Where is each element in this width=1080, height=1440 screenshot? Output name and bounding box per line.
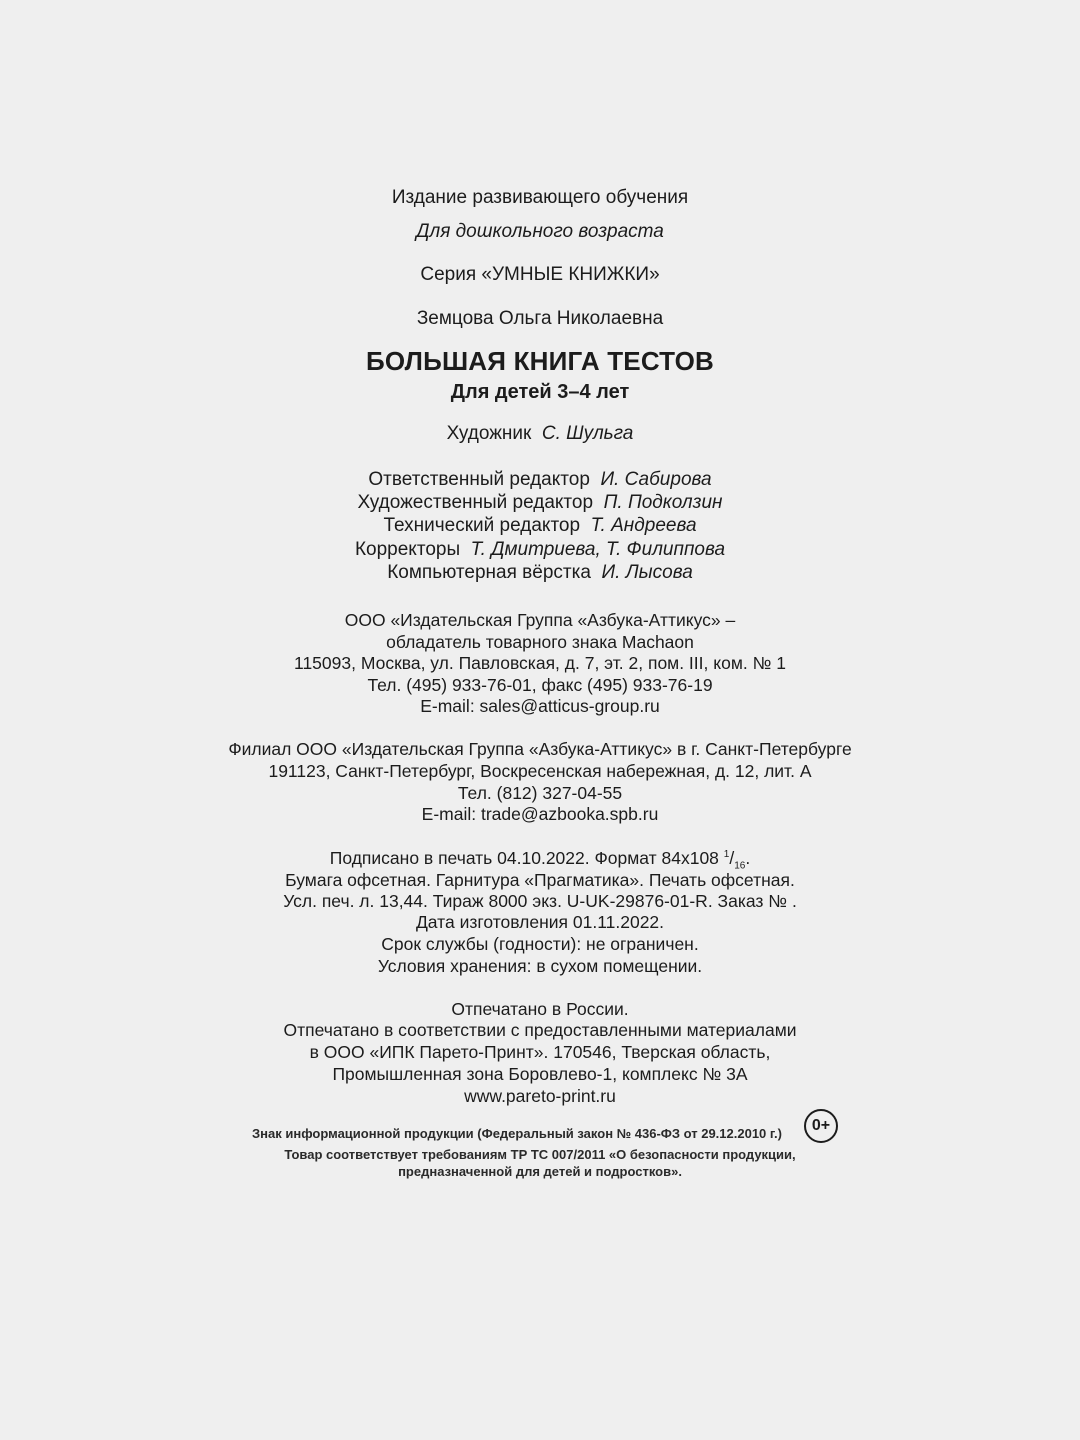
edition-type: Издание развивающего обучения	[391, 187, 689, 208]
print-info-line: Дата изготовления 01.11.2022.	[415, 912, 665, 932]
branch-address: 191123, Санкт-Петербург, Воскресенская набережная, д. 12, лит. А	[268, 761, 812, 781]
illustrator-name: С. Шульга	[541, 423, 634, 444]
publisher-line: ООО «Издательская Группа «Азбука-Аттикус» –	[344, 610, 736, 630]
info-sign-text: Знак информационной продукции (Федеральный закон № 436-ФЗ от 29.12.2010 г.)	[252, 1126, 782, 1141]
credit-role: Технический редактор	[383, 515, 581, 536]
printed-line: Отпечатано в соответствии с предоставленными материалами	[283, 1020, 797, 1040]
print-info-line: Бумага офсетная. Гарнитура «Прагматика». Печать офсетная.	[285, 870, 795, 890]
credit-line	[0, 492, 1080, 514]
format-sup: 1	[723, 849, 730, 861]
credit-line	[0, 562, 1080, 584]
credit-role: Художественный редактор	[357, 492, 594, 513]
compliance-line: предназначенной для детей и подростков».	[398, 1164, 682, 1179]
illustrator-credit	[0, 423, 1080, 445]
credit-name: Т. Дмитриева, Т. Филиппова	[470, 539, 726, 560]
format-slash: /	[729, 848, 735, 868]
print-info-line: Усл. печ. л. 13,44. Тираж 8000 экз. U-UK-29876-01-R. Заказ № .	[283, 891, 797, 911]
branch-line: Филиал ООО «Издательская Группа «Азбука-Аттикус» в г. Санкт-Петербурге	[228, 739, 852, 759]
credit-line	[0, 539, 1080, 561]
format-sub: 16	[734, 860, 746, 872]
credit-role: Корректоры	[354, 539, 461, 560]
branch-email: E-mail: trade@azbooka.spb.ru	[421, 804, 659, 824]
format-end: .	[745, 848, 751, 868]
credit-name: Т. Андреева	[590, 515, 697, 536]
credit-name: П. Подколзин	[603, 492, 723, 513]
credit-line	[0, 515, 1080, 537]
credit-line	[0, 469, 1080, 491]
series: Серия «УМНЫЕ КНИЖКИ»	[420, 264, 660, 285]
publisher-phone: Тел. (495) 933-76-01, факс (495) 933-76-19	[367, 675, 713, 695]
branch-phone: Тел. (812) 327-04-55	[457, 783, 623, 803]
author: Земцова Ольга Николаевна	[416, 308, 664, 329]
print-info-line: Срок службы (годности): не ограничен.	[381, 934, 699, 954]
printed-line: Отпечатано в России.	[451, 999, 629, 1019]
publisher-address: 115093, Москва, ул. Павловская, д. 7, эт. 2, пом. III, ком. № 1	[294, 653, 786, 673]
printed-line: в ООО «ИПК Парето-Принт». 170546, Тверская область,	[309, 1042, 771, 1062]
printed-line: Промышленная зона Боровлево-1, комплекс № 3А	[332, 1064, 748, 1084]
signed-text: Подписано в печать 04.10.2022. Формат 84x108	[329, 848, 724, 868]
age-group: Для дошкольного возраста	[416, 221, 664, 242]
signed-line	[0, 848, 1080, 872]
credit-name: И. Сабирова	[600, 469, 712, 490]
printer-website: www.pareto-print.ru	[464, 1086, 616, 1106]
print-info-line: Условия хранения: в сухом помещении.	[377, 956, 703, 976]
publisher-email: E-mail: sales@atticus-group.ru	[420, 696, 660, 716]
book-subtitle: Для детей 3–4 лет	[450, 381, 630, 403]
illustrator-role: Художник	[446, 423, 532, 444]
credit-role: Ответственный редактор	[368, 469, 590, 490]
credit-role: Компьютерная вёрстка	[387, 562, 591, 583]
publisher-line: обладатель товарного знака Machaon	[386, 632, 694, 652]
credit-name: И. Лысова	[601, 562, 693, 583]
book-title: БОЛЬШАЯ КНИГА ТЕСТОВ	[365, 346, 715, 376]
compliance-line: Товар соответствует требованиям ТР ТС 007/2011 «О безопасности продукции,	[284, 1147, 796, 1162]
age-rating-badge: 0+	[804, 1109, 838, 1143]
